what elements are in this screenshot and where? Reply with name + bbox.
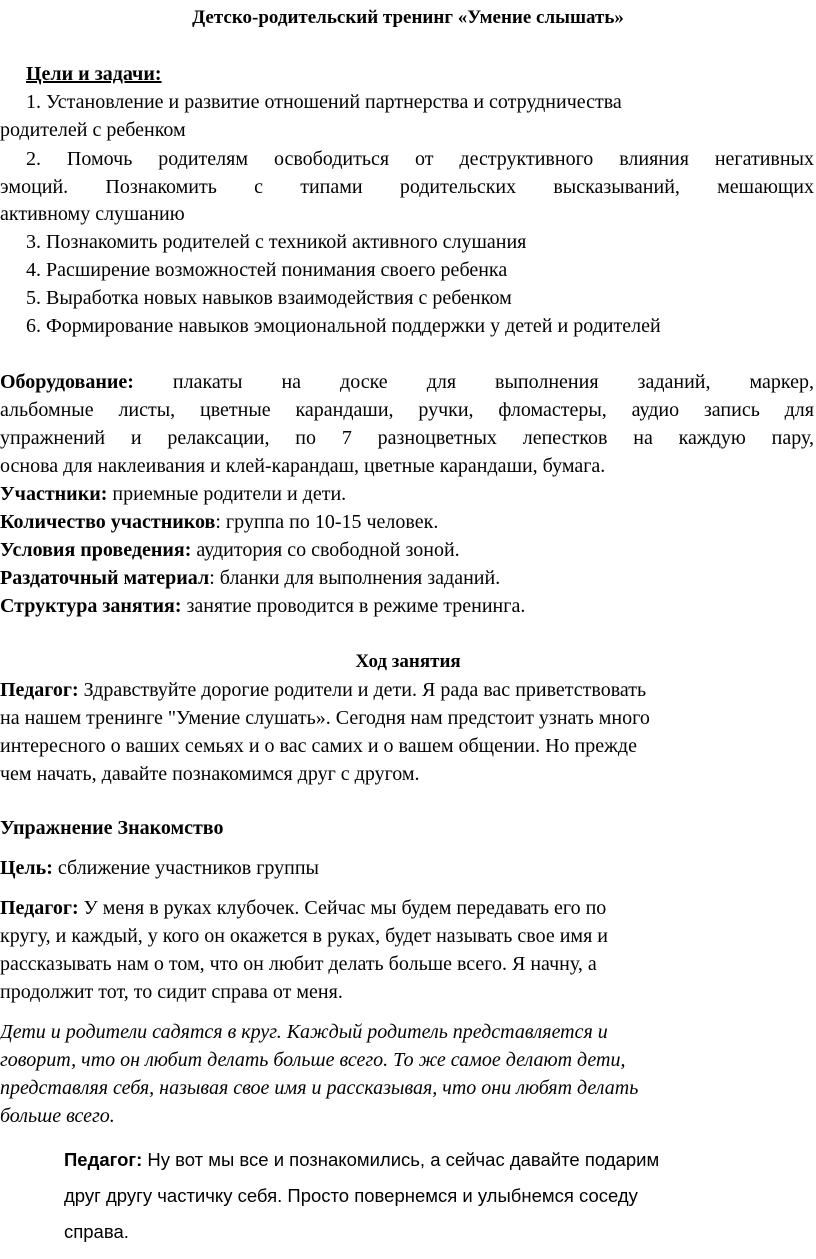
goal-item-4: 4. Расширение возможностей понимания своего ребенка	[26, 259, 508, 281]
closing-line-3: справа.	[64, 1221, 129, 1242]
equipment-line-1: Оборудование: плакаты на доске для выполнения заданий, маркер,	[0, 371, 814, 393]
exercise-instruction-4: больше всего.	[0, 1105, 115, 1127]
exercise-instruction-1: Дети и родители садятся в круг. Каждый родитель представляется и	[0, 1021, 608, 1043]
equipment-line-3: упражнений и релаксации, по 7 разноцветных лепестков на каждую пару,	[0, 427, 814, 449]
exercise-teacher-line-2: кругу, и каждый, у кого он окажется в руках, будет называть свое имя и	[0, 925, 608, 947]
goal-item-1-cont: родителей с ребенком	[0, 119, 186, 141]
exercise-teacher-line-1: Педагог: У меня в руках клубочек. Сейчас мы будем передавать его по	[0, 897, 607, 919]
exercise-teacher-line-4: продолжит тот, то сидит справа от меня.	[0, 981, 343, 1003]
goal-item-5: 5. Выработка новых навыков взаимодействия с ребенком	[26, 287, 512, 309]
exercise-instruction-2: говорит, что он любит делать больше всего. То же самое делают дети,	[0, 1049, 626, 1071]
goal-item-2-cont: эмоций. Познакомить с типами родительских высказываний, мешающих	[0, 176, 814, 198]
document-title: Детско-родительский тренинг «Умение слышать»	[192, 7, 624, 28]
exercise-heading: Упражнение Знакомство	[0, 817, 224, 839]
equipment-line-4: основа для наклеивания и клей-карандаш, цветные карандаши, бумага.	[0, 455, 606, 477]
course-line-1: Педагог: Здравствуйте дорогие родители и дети. Я рада вас приветствовать	[0, 679, 647, 701]
goal-item-6: 6. Формирование навыков эмоциональной поддержки у детей и родителей	[26, 315, 661, 337]
exercise-goal: Цель: сближение участников группы	[0, 857, 319, 879]
goal-item-1: 1. Установление и развитие отношений партнерства и сотрудничества	[26, 91, 622, 113]
course-line-4: чем начать, давайте познакомимся друг с другом.	[0, 763, 420, 785]
equipment-line-2: альбомные листы, цветные карандаши, ручки, фломастеры, аудио запись для	[0, 399, 814, 421]
course-heading: Ход занятия	[355, 651, 461, 672]
participants: Участники: приемные родители и дети.	[0, 483, 347, 505]
closing-line-2: друг другу частичку себя. Просто повернемся и улыбнемся соседу	[64, 1185, 638, 1206]
goal-item-2: 2. Помочь родителям освободиться от деструктивного влияния негативных	[26, 148, 814, 170]
exercise-instruction-3: представляя себя, называя свое имя и рассказывая, что они любят делать	[0, 1077, 639, 1099]
course-line-2: на нашем тренинге "Умение слушать». Сегодня нам предстоит узнать много	[0, 707, 650, 729]
goals-heading: Цели и задачи:	[26, 63, 162, 85]
goal-item-3: 3. Познакомить родителей с техникой активного слушания	[26, 231, 527, 253]
course-line-3: интересного о ваших семьях и о вас самих и о вашем общении. Но прежде	[0, 735, 637, 757]
goal-item-2-cont2: активному слушанию	[0, 203, 185, 225]
handout: Раздаточный материал: бланки для выполнения заданий.	[0, 567, 501, 589]
closing-line-1: Педагог: Ну вот мы все и познакомились, а сейчас давайте подарим	[64, 1149, 660, 1170]
participants-count: Количество участников: группа по 10-15 человек.	[0, 511, 439, 533]
exercise-teacher-line-3: рассказывать нам о том, что он любит делать больше всего. Я начну, а	[0, 953, 597, 975]
lesson-structure: Структура занятия: занятие проводится в режиме тренинга.	[0, 595, 526, 617]
conditions: Условия проведения: аудитория со свободной зоной.	[0, 539, 460, 561]
